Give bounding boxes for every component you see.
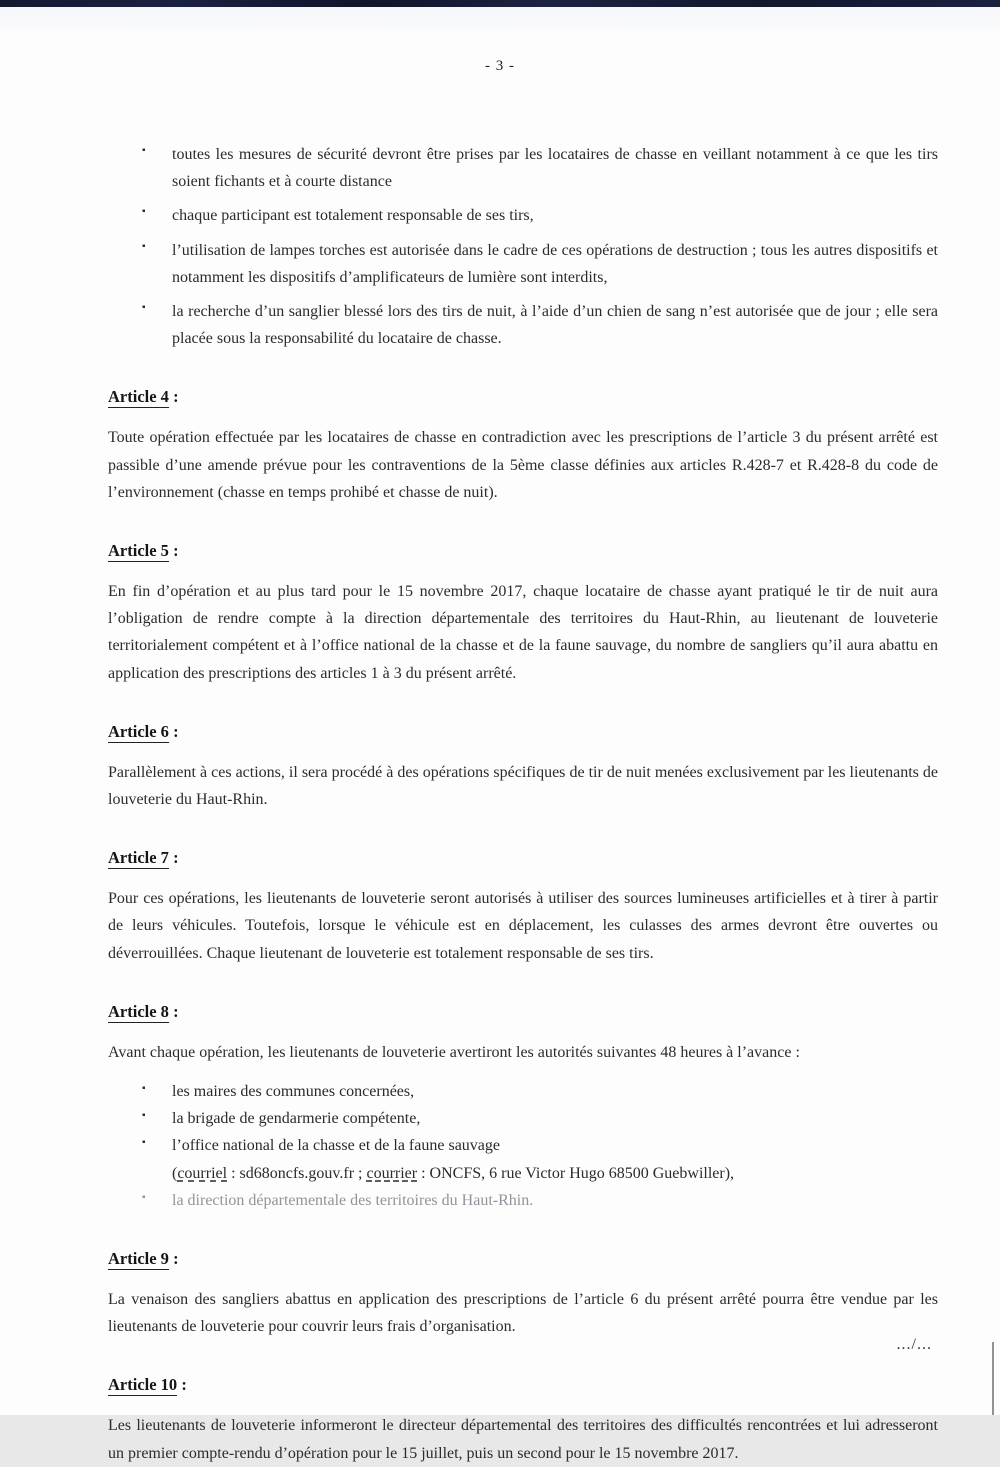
list-item-text: l’office national de la chasse et de la faune sauvage (172, 1137, 500, 1155)
article-10-section (108, 1371, 938, 1466)
article-9-body: La venaison des sangliers abattus en application des prescriptions de l’article 6 du présent arrêté pourra être vendue par les lieutenants de louveterie pour couvrir leurs frais d’organisation. (108, 1290, 938, 1336)
article-6-heading (108, 718, 938, 746)
article-8-body: Avant chaque opération, les lieutenants de louveterie avertiront les autorités suivantes 48 heures à l’avance : (108, 1043, 800, 1061)
list-item (108, 237, 938, 291)
paren: ( (172, 1164, 178, 1182)
article-title: Article 9 (108, 1248, 169, 1268)
list-item-text: l’utilisation de lampes torches est autorisée dans le cadre de ces opérations de destruction ; tous les autres dispositifs et notamment les dispositifs d’amplificateurs de lumière sont interdits, (172, 241, 938, 286)
article-title: Article 8 (108, 1001, 169, 1021)
list-item (108, 1187, 938, 1214)
bullet-icon: ▪ (142, 1191, 146, 1203)
article-title-colon: : (168, 848, 179, 868)
article-10-heading (108, 1371, 938, 1399)
article-title-colon: : (168, 387, 179, 407)
article-title: Article 4 (108, 387, 169, 407)
article-title: Article 7 (108, 848, 169, 868)
oncfs-contact-line (172, 1160, 938, 1187)
article-4-body: Toute opération effectuée par les locataires de chasse en contradiction avec les prescriptions de l’article 3 du présent arrêté est passible d’une amende prévue pour les contraventions de la 5ème classe définies aux articles R.428-7 et R.428-8 du code de l’environnement (chasse en temps prohibé et chasse de nuit). (108, 429, 938, 501)
bullet-icon: ▪ (142, 240, 146, 252)
article-title-colon: : (168, 721, 179, 741)
security-measures-list (108, 141, 938, 352)
courriel-label: courriel (177, 1164, 228, 1182)
authorities-list (108, 1078, 938, 1214)
list-item (108, 1105, 938, 1132)
list-item-text: la direction départementale des territoires du Haut-Rhin. (172, 1191, 534, 1209)
article-5-body: En fin d’opération et au plus tard pour le 15 novembre 2017, chaque locataire de chasse ayant pratiqué le tir de nuit aura l’obligation de rendre compte à la direction départementale des territoires du Haut-Rhin, au lieutenant de louveterie territorialement compétent et à l’office national de la chasse et de la faune sauvage, du nombre de sangliers qu’il aura abattu en application des prescriptions des articles 1 à 3 du présent arrêté. (108, 582, 938, 682)
article-title: Article 10 (108, 1375, 178, 1395)
article-9-heading (108, 1245, 938, 1273)
list-item-text: toutes les mesures de sécurité devront être prises par les locataires de chasse en veillant notamment à ce que les tirs soient fichants et à courte distance (172, 146, 938, 191)
article-7-heading (108, 844, 938, 872)
list-item-text: la brigade de gendarmerie compétente, (172, 1110, 421, 1128)
list-item (108, 202, 938, 229)
article-6-section (108, 718, 938, 813)
article-4-heading (108, 383, 938, 411)
bullet-icon: ▪ (142, 1082, 146, 1094)
article-7-section (108, 844, 938, 967)
article-6-body: Parallèlement à ces actions, il sera procédé à des opérations spécifiques de tir de nuit menées exclusivement par les lieutenants de louveterie du Haut-Rhin. (108, 763, 938, 808)
article-title: Article 6 (108, 721, 169, 741)
article-title: Article 5 (108, 540, 169, 560)
article-8-heading (108, 998, 938, 1026)
bullet-icon: ▪ (142, 145, 146, 156)
article-5-heading (108, 537, 938, 565)
bullet-icon: ▪ (142, 1137, 146, 1149)
bullet-icon: ▪ (142, 206, 146, 218)
list-item-text: chaque participant est totalement responsable de ses tirs, (172, 207, 534, 225)
list-item (108, 1132, 938, 1186)
article-title-colon: : (168, 1248, 179, 1268)
list-item (108, 298, 938, 352)
continuation-mark: .../... (896, 1336, 932, 1353)
article-4-section (108, 383, 938, 506)
article-7-body: Pour ces opérations, les lieutenants de louveterie seront autorisés à utiliser des sources lumineuses artificielles et à tirer à partir de leurs véhicules. Toutefois, lorsque le véhicule est en déplacement, les culasses des armes devront être ouvertes ou déverrouillées. Chaque lieutenant de louveterie est totalement responsable de ses tirs. (108, 890, 938, 962)
article-9-section (108, 1245, 938, 1340)
scan-right-edge-artifact (992, 1342, 994, 1415)
list-item (108, 141, 938, 195)
courriel-value: : sd68oncfs.gouv.fr ; (227, 1164, 367, 1182)
bullet-icon: ▪ (142, 301, 146, 313)
article-10-body: Les lieutenants de louveterie informeront le directeur départemental des territoires des difficultés rencontrées et lui adresseront un premier compte-rendu d’opération pour le 15 juillet, puis un second pour le 15 novembre 2017. (108, 1417, 938, 1462)
article-title-colon: : (168, 540, 179, 560)
article-8-section (108, 998, 938, 1214)
courrier-label: courrier (366, 1164, 418, 1182)
bullet-icon: ▪ (142, 1110, 146, 1122)
list-item-text: la recherche d’un sanglier blessé lors des tirs de nuit, à l’aide d’un chien de sang n’est autorisée que de jour ; elle sera placée sous la responsabilité du locataire de chasse. (172, 302, 938, 348)
document-content (0, 75, 1000, 1467)
list-item-text: les maires des communes concernées, (172, 1082, 415, 1100)
page-number: - 3 - (485, 58, 515, 74)
article-title-colon: : (177, 1375, 187, 1395)
list-item (108, 1078, 938, 1105)
courrier-value: : ONCFS, 6 rue Victor Hugo 68500 Guebwiller), (417, 1164, 735, 1182)
scan-top-edge-artifact (0, 0, 1000, 7)
article-title-colon: : (168, 1001, 179, 1021)
article-5-section (108, 537, 938, 687)
